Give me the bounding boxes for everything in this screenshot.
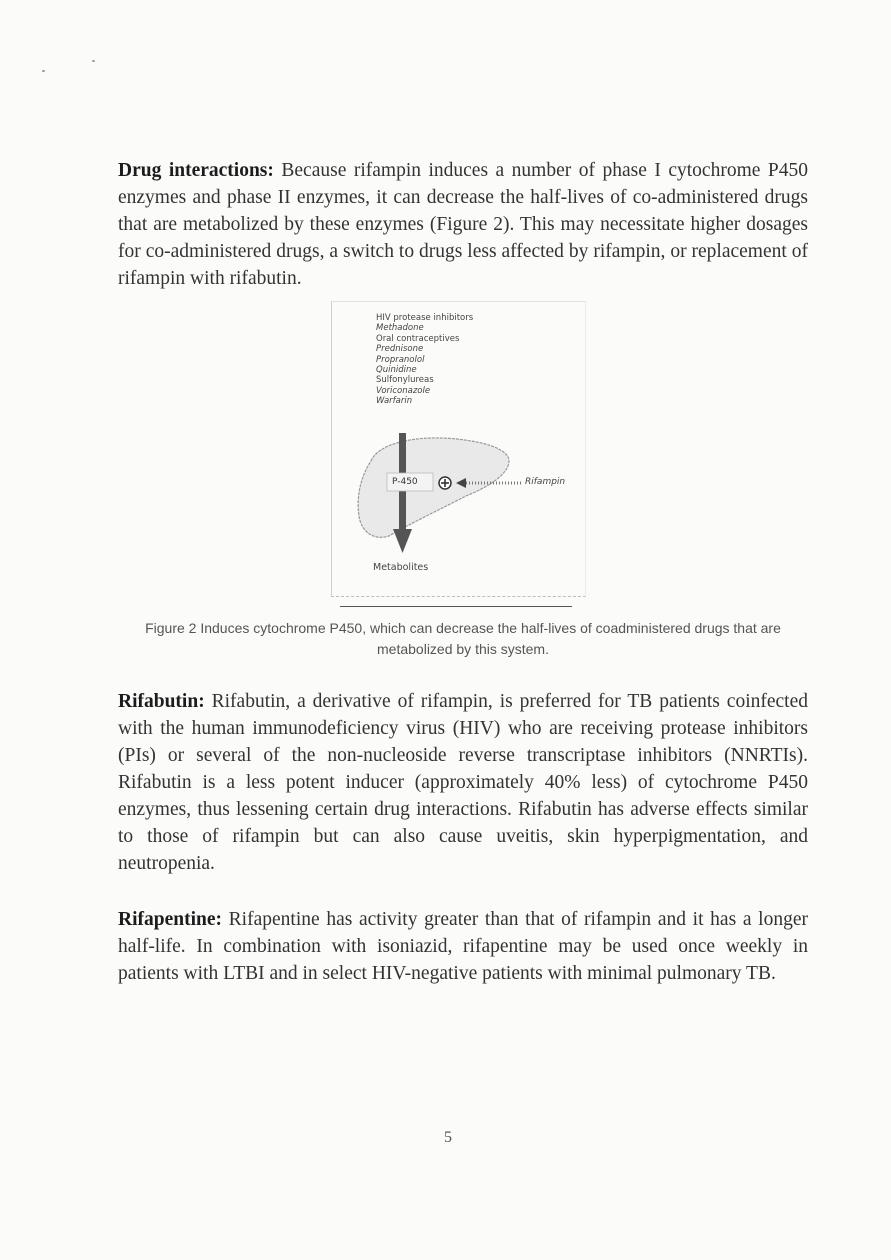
drug-interactions-text: Because rifampin induces a number of phase I cytochrome P450 enzymes and phase II enzymes, it can decrease the half-lives of co-administered drugs that are metabolized by these enzymes (Figure 2). This may necessitate higher dosages for co-administered drugs, a switch to drugs less affected by rifampin, or replacement of rifampin with rifabutin. — [118, 160, 808, 289]
rifabutin-text: Rifabutin, a derivative of rifampin, is preferred for TB patients coinfected with the human immunodeficiency virus (HIV) who are receiving protease inhibitors (PIs) or several of the non-nucleoside reverse transcriptase inhibitors (NNRTIs). Rifabutin is a less potent inducer (approximately 40% less) of cytochrome P450 enzymes, thus lessening certain drug interactions. Rifabutin has adverse effects similar to those of rifampin but can also cause uveitis, skin hyperpigmentation, and neutropenia. — [118, 691, 808, 874]
drug-item: HIV protease inhibitors — [376, 313, 474, 323]
drug-item: Sulfonylureas — [376, 375, 434, 386]
figure-caption: Figure 2 Induces cytochrome P450, which can decrease the half-lives of coadministered drugs that are metabolized by this system. — [145, 620, 781, 657]
drug-item: Methadone — [376, 323, 424, 334]
rifabutin-paragraph — [118, 688, 808, 877]
drug-interactions-heading: Drug interactions: — [118, 160, 274, 181]
pathway-arrowhead — [393, 529, 412, 553]
liver-shape — [358, 438, 509, 537]
scan-speck — [92, 60, 95, 62]
rifapentine-text: Rifapentine has activity greater than that of rifampin and it has a longer half-life. In combination with isoniazid, rifapentine may be used once weekly in patients with LTBI and in select HIV-negative patients with minimal pulmonary TB. — [118, 909, 808, 984]
caption-divider — [340, 606, 572, 607]
drug-item: Propranolol — [376, 354, 425, 365]
rifapentine-heading: Rifapentine: — [118, 909, 222, 930]
page-number: 5 — [444, 1129, 452, 1146]
metabolites-label: Metabolites — [373, 562, 429, 573]
drug-item: Oral contraceptives — [376, 333, 460, 344]
rifabutin-heading: Rifabutin: — [118, 691, 205, 712]
p450-label: P-450 — [392, 477, 418, 487]
scan-speck — [42, 70, 45, 72]
liver-diagram — [331, 301, 584, 595]
drug-item: Voriconazole — [376, 385, 431, 396]
drug-item: Quinidine — [376, 365, 417, 376]
drug-item: Prednisone — [376, 344, 424, 355]
drug-item: Warfarin — [376, 396, 413, 407]
rifampin-label: Rifampin — [525, 477, 566, 487]
drug-interactions-paragraph — [118, 157, 808, 292]
rifapentine-paragraph — [118, 906, 808, 987]
